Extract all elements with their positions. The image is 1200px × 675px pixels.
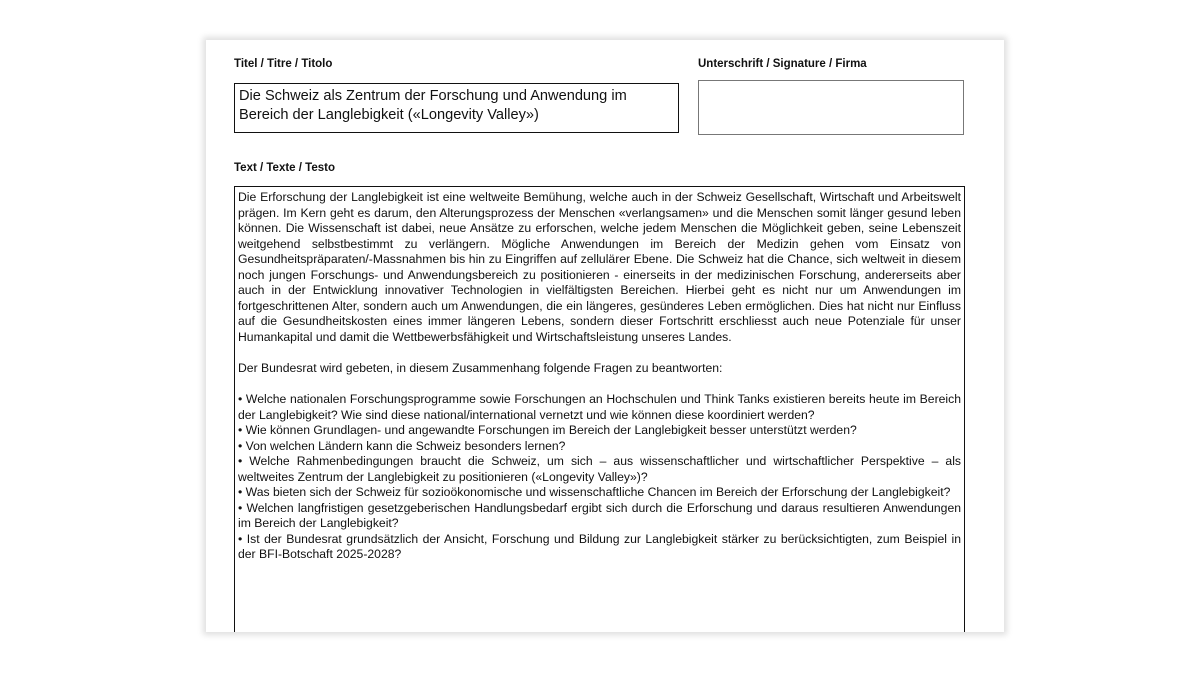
text-label: Text / Texte / Testo xyxy=(234,162,335,174)
request-paragraph: Der Bundesrat wird gebeten, in diesem Zusammenhang folgende Fragen zu beantworten: xyxy=(238,360,723,375)
text-field[interactable] xyxy=(234,186,965,632)
signature-label: Unterschrift / Signature / Firma xyxy=(698,58,867,70)
question-item: • Wie können Grundlagen- und angewandte Forschungen im Bereich der Langlebigkeit besser unterstützt werden? xyxy=(238,423,857,438)
question-item: • Was bieten sich der Schweiz für sozioökonomische und wissenschaftliche Chancen im Bereich der Erforschung der Langlebigkeit? xyxy=(238,485,951,500)
question-item: • Welche nationalen Forschungsprogramme sowie Forschungen an Hochschulen und Think Tanks existieren bereits heute im Bereich der Langlebigkeit? Wie sind diese national/international vernetzt und wie können diese koordiniert werden? xyxy=(238,392,961,422)
question-item: • Welchen langfristigen gesetzgeberischen Handlungsbedarf ergibt sich durch die Erforschung und daraus resultieren Anwendungen im Bereich der Langlebigkeit? xyxy=(238,500,961,531)
signature-field[interactable] xyxy=(698,80,964,135)
title-label: Titel / Titre / Titolo xyxy=(234,58,333,70)
title-field[interactable]: Die Schweiz als Zentrum der Forschung und Anwendung im Bereich der Langlebigkeit («Longevity Valley») xyxy=(234,83,679,133)
question-item: • Von welchen Ländern kann die Schweiz besonders lernen? xyxy=(238,438,566,453)
intro-paragraph: Die Erforschung der Langlebigkeit ist eine weltweite Bemühung, welche auch in der Schweiz Gesellschaft, Wirtschaft und Arbeitswelt prägen. Im Kern geht es darum, den Alterungsprozess der Menschen «verlangsamen» und die Menschen somit länger gesund leben können. Die Wissenschaft ist dabei, neue Ansätze zu erforschen, welche jedem Menschen die Möglichkeit geben, seine Lebenszeit weitgehend selbstbestimmt zu verlängern. Mögliche Anwendungen im Bereich der Medizin gehen vom Einsatz von Gesundheitspräparaten/-Massnahmen bis hin zu Eingriffen auf zellulärer Ebene. Die Schweiz hat die Chance, sich weltweit in diesem noch jungen Forschungs- und Anwendungsbereich zu positionieren - einerseits in der medizinischen Forschung, andererseits aber auch in der Entwicklung innovativer Technologien in vielfältigsten Bereichen. Hierbei geht es nicht nur um Anwendungen im fortgeschrittenen Alter, sondern auch um Anwendungen, die ein längeres, gesünderes Leben ermöglichen. Dies hat nicht nur Einfluss auf die Gesundheitskosten eines immer längeren Lebens, sondern dieser Fortschritt erschliesst auch neue Potenziale für unser Humankapital und damit die Wettbewerbsfähigkeit und Wirtschaftsleistung unseres Landes. xyxy=(238,190,961,344)
question-item: • Welche Rahmenbedingungen braucht die Schweiz, um sich – aus wissenschaftlicher und wirtschaftlicher Perspektive – als weltweites Zentrum der Langlebigkeit zu positionieren («Longevity Valley»)? xyxy=(238,454,961,484)
document-page xyxy=(206,40,1004,632)
question-item: • Ist der Bundesrat grundsätzlich der Ansicht, Forschung und Bildung zur Langlebigkeit stärker zu berücksichtigten, zum Beispiel in der BFI-Botschaft 2025-2028? xyxy=(238,531,961,562)
